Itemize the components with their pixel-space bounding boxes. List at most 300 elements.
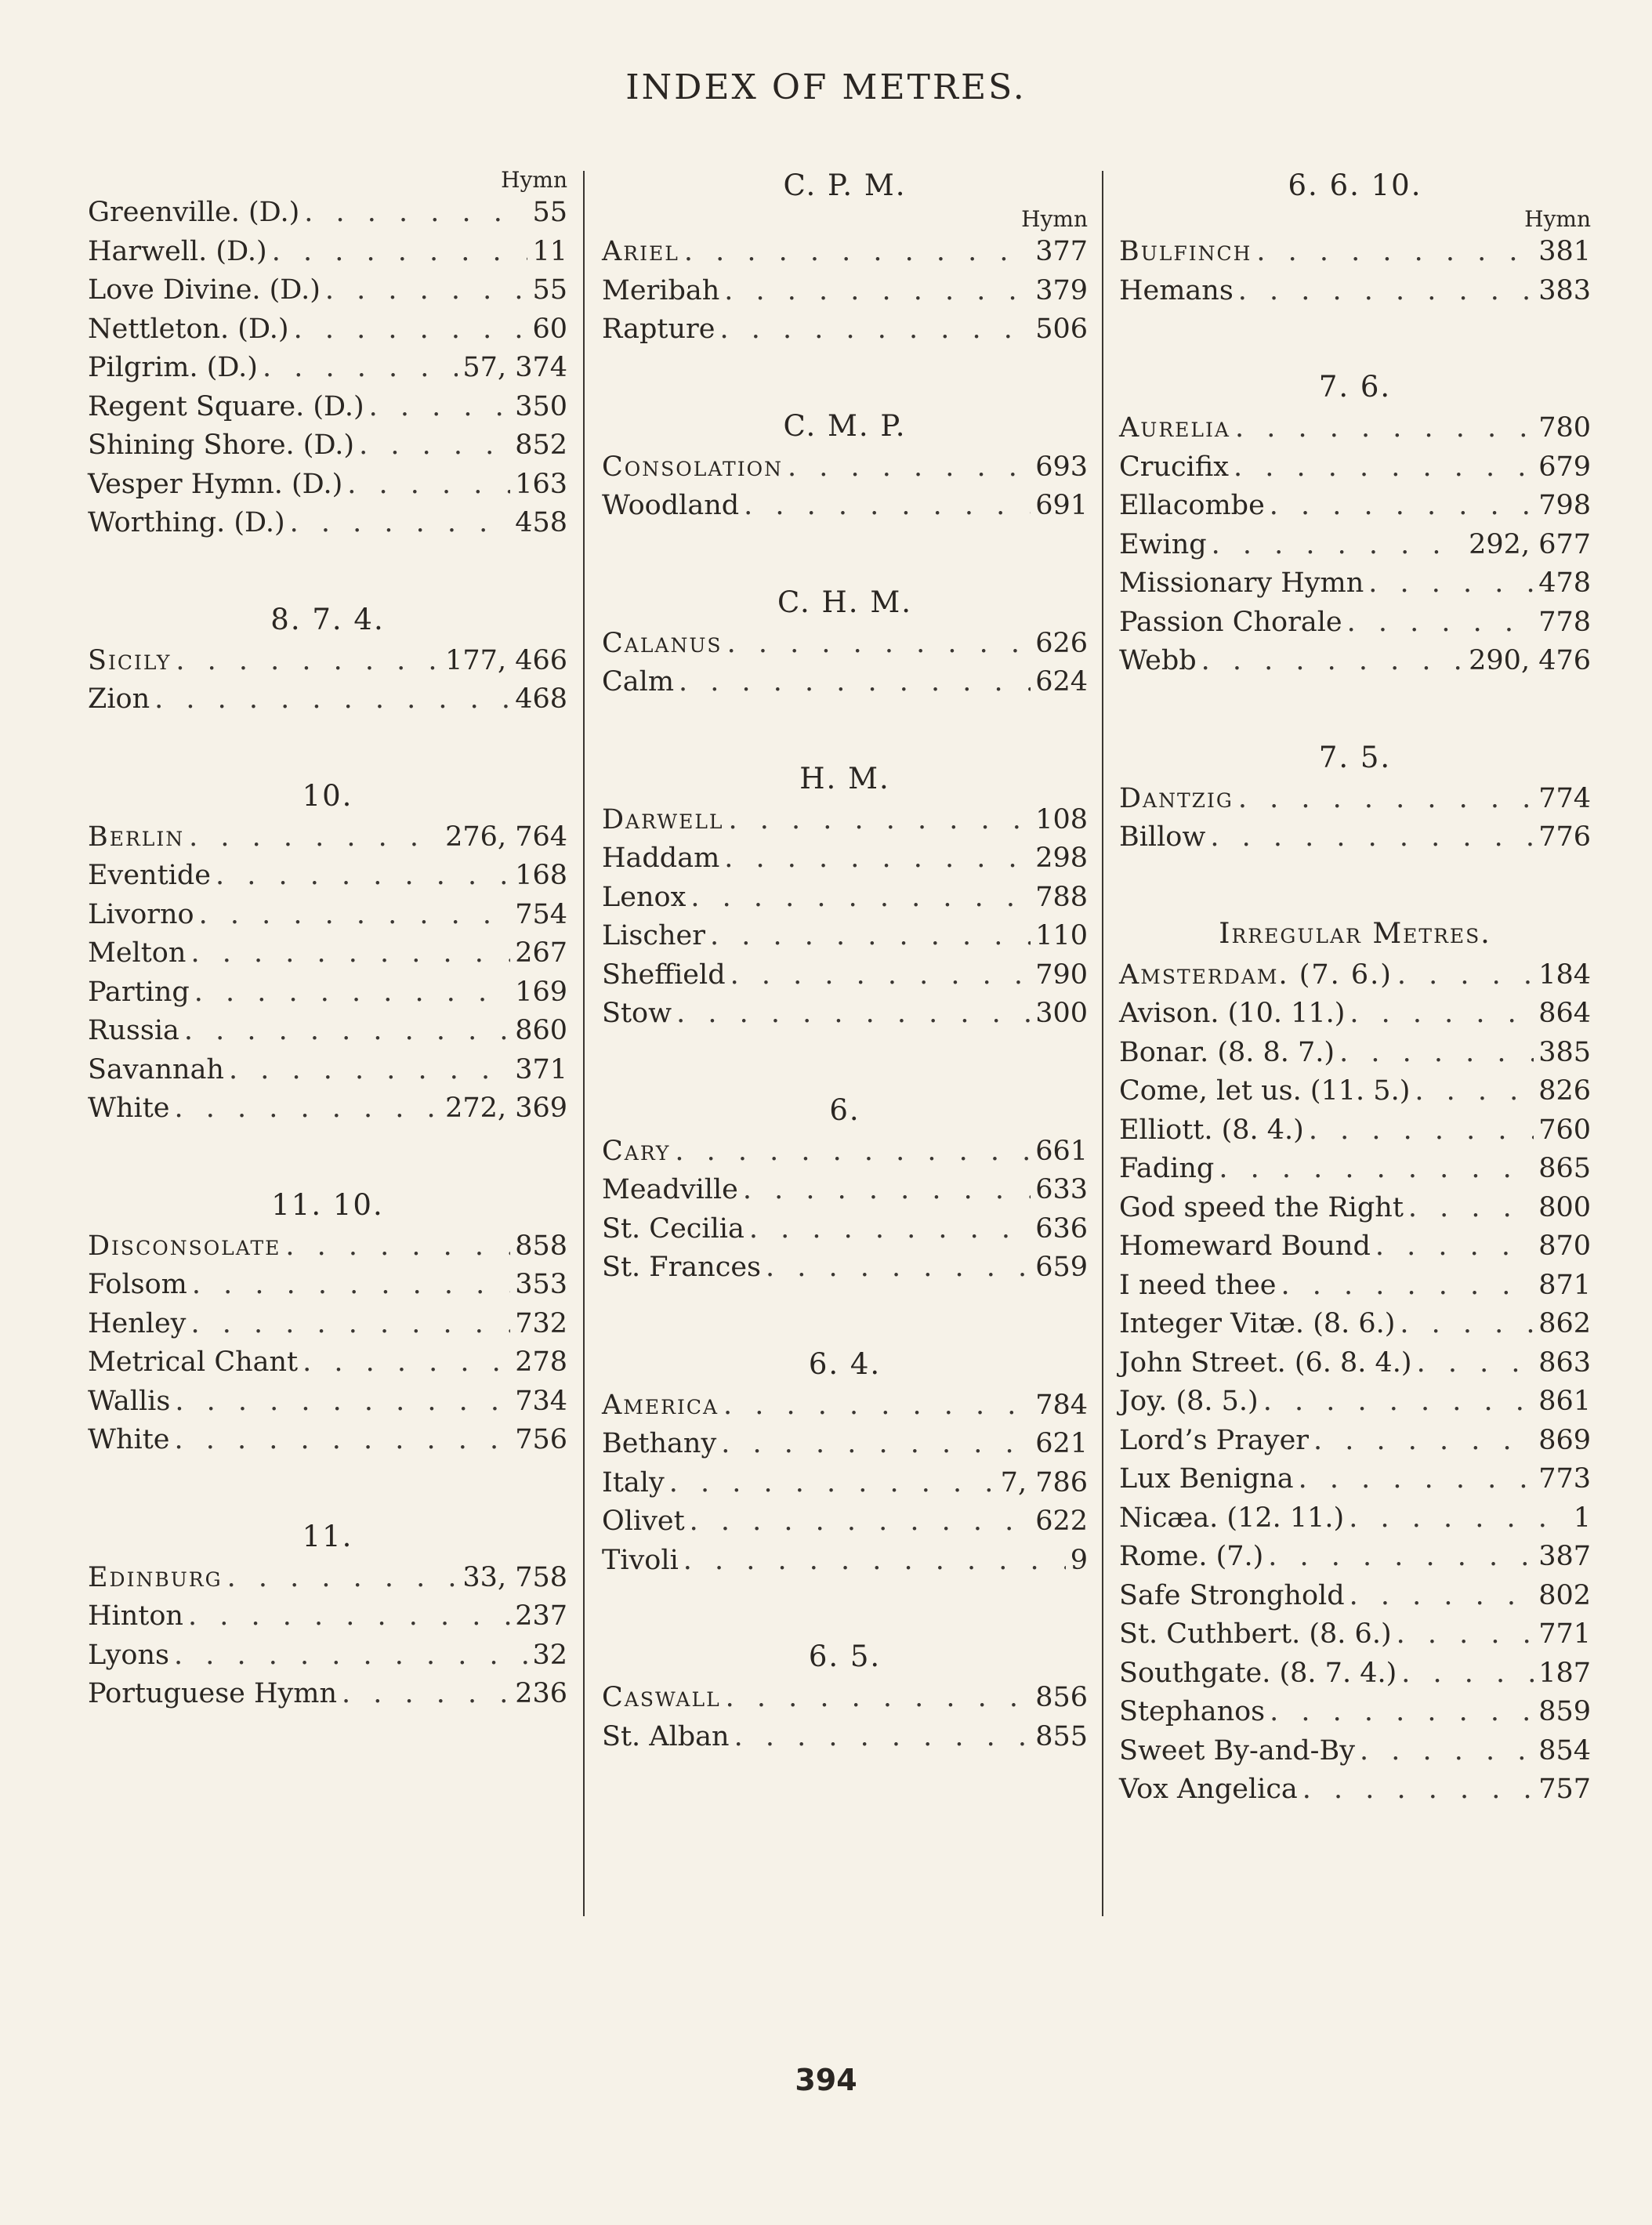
hymn-number: 387 — [1538, 1541, 1591, 1572]
hymn-number: 621 — [1035, 1428, 1088, 1459]
tune-name: Come, let us. (11. 5.) — [1119, 1075, 1411, 1107]
tune-name: Ellacombe — [1119, 490, 1265, 521]
metre-column-1 — [88, 169, 567, 1774]
index-entry — [602, 839, 1088, 879]
hymn-number: 11 — [532, 235, 567, 267]
tune-name: Bonar. (8. 8. 7.) — [1119, 1036, 1335, 1068]
index-entry — [88, 194, 567, 233]
tune-name: Lord’s Prayer — [1119, 1424, 1310, 1456]
hymn-number: 478 — [1538, 567, 1591, 599]
index-entry — [88, 349, 567, 388]
index-entry — [1119, 448, 1591, 487]
column-divider-1 — [583, 171, 585, 1916]
dot-leader — [1360, 1732, 1534, 1771]
tune-name: Integer Vitæ. (8. 6.) — [1119, 1308, 1396, 1339]
hymn-number: 754 — [515, 898, 567, 930]
dot-leader — [1238, 272, 1534, 311]
index-entry — [88, 857, 567, 896]
dot-leader — [1309, 1111, 1534, 1151]
tune-name: Stow — [602, 998, 672, 1029]
index-entry — [88, 896, 567, 935]
index-entry — [602, 1502, 1088, 1542]
hymn-number: 800 — [1538, 1191, 1591, 1223]
hymn-number: 7, 786 — [1000, 1466, 1088, 1498]
index-entry — [602, 310, 1088, 350]
index-entry — [1119, 1538, 1591, 1577]
tune-name: Livorno — [88, 898, 194, 930]
index-entry — [1119, 1189, 1591, 1228]
hymn-number: 871 — [1538, 1269, 1591, 1301]
metre-heading: C. P. M. — [783, 169, 907, 202]
dot-leader — [1302, 1770, 1534, 1810]
hymn-number: 187 — [1538, 1657, 1591, 1689]
hymn-number: 864 — [1538, 998, 1591, 1029]
hymn-number: 9 — [1070, 1544, 1088, 1576]
index-entry — [602, 995, 1088, 1034]
dot-leader — [1368, 564, 1534, 603]
dot-leader — [1212, 526, 1464, 565]
index-entry — [1119, 1654, 1591, 1694]
metre-section — [602, 1640, 1088, 1756]
metre-section — [602, 409, 1088, 526]
tune-name: Homeward Bound — [1119, 1230, 1371, 1262]
hymn-number: 679 — [1538, 451, 1591, 483]
dot-leader — [1347, 603, 1534, 643]
dot-leader — [788, 448, 1031, 487]
dot-leader — [290, 504, 511, 543]
tune-name: Olivet — [602, 1506, 685, 1537]
tune-name: Cary — [602, 1135, 671, 1167]
index-entry — [602, 663, 1088, 702]
hymn-number: 798 — [1538, 490, 1591, 521]
tune-name: Melton — [88, 937, 187, 969]
metre-section — [602, 1347, 1088, 1581]
dot-leader — [710, 917, 1031, 956]
dot-leader — [690, 1502, 1031, 1542]
metre-heading: 11. 10. — [271, 1187, 384, 1222]
dot-leader — [285, 1227, 510, 1267]
index-entry — [88, 973, 567, 1013]
metre-section — [1119, 370, 1591, 681]
dot-leader — [676, 995, 1031, 1034]
index-entry — [88, 1382, 567, 1422]
hymn-number: 468 — [515, 683, 567, 715]
tune-name: Safe Stronghold — [1119, 1579, 1345, 1611]
index-entry — [1119, 1732, 1591, 1771]
index-entry — [1119, 272, 1591, 311]
hymn-number: 633 — [1035, 1174, 1088, 1205]
tune-name: Avison. (10. 11.) — [1119, 998, 1346, 1029]
hymn-number: 57, 374 — [462, 352, 567, 383]
index-entry — [1119, 1150, 1591, 1189]
tune-name: Stephanos — [1119, 1696, 1266, 1727]
index-entry — [1119, 1460, 1591, 1499]
metre-heading: 6. — [829, 1093, 860, 1127]
index-entry — [1119, 1267, 1591, 1306]
dot-leader — [1234, 448, 1534, 487]
dot-leader — [727, 625, 1031, 664]
dot-leader — [1400, 1305, 1534, 1344]
hymn-number: 506 — [1035, 313, 1088, 345]
index-entry — [602, 1542, 1088, 1581]
tune-name: Sicily — [88, 644, 172, 676]
dot-leader — [766, 1248, 1031, 1288]
dot-leader — [684, 233, 1031, 272]
index-entry — [1119, 818, 1591, 857]
hymn-number: 861 — [1538, 1386, 1591, 1417]
hymn-number: 163 — [515, 468, 567, 500]
index-entry — [1119, 526, 1591, 565]
dot-leader — [729, 801, 1031, 840]
metre-heading: H. M. — [799, 761, 890, 795]
hymn-number: 771 — [1538, 1618, 1591, 1650]
tune-name: Greenville. (D.) — [88, 197, 300, 228]
index-entry — [88, 1227, 567, 1267]
tune-name: Ariel — [602, 236, 679, 267]
metre-section — [88, 169, 567, 543]
index-entry — [88, 1421, 567, 1460]
index-entry — [1119, 956, 1591, 995]
dot-leader — [1210, 818, 1534, 857]
index-entry — [88, 1051, 567, 1090]
index-entry — [602, 1718, 1088, 1757]
index-entry — [602, 487, 1088, 526]
dot-leader — [669, 1464, 996, 1503]
dot-leader — [304, 194, 527, 233]
tune-name: Russia — [88, 1015, 179, 1046]
hymn-column-label: Hymn — [501, 167, 567, 193]
index-entry — [88, 504, 567, 543]
metre-column-3 — [1119, 169, 1591, 1869]
dot-leader — [174, 1636, 527, 1676]
hymn-number: 290, 476 — [1469, 645, 1591, 676]
dot-leader — [1263, 1382, 1534, 1422]
index-entry — [602, 879, 1088, 918]
tune-name: Folsom — [88, 1269, 187, 1300]
dot-leader — [359, 426, 510, 466]
dot-leader — [690, 879, 1031, 918]
hymn-number: 276, 764 — [445, 821, 567, 853]
hymn-number: 110 — [1035, 920, 1088, 951]
tune-name: White — [88, 1093, 170, 1124]
tune-name: Pilgrim. (D.) — [88, 352, 258, 383]
tune-name: Calanus — [602, 627, 723, 659]
dot-leader — [369, 388, 511, 427]
dot-leader — [679, 663, 1031, 702]
tune-name: Italy — [602, 1466, 665, 1498]
metre-heading: 6. 5. — [808, 1640, 882, 1673]
index-entry — [1119, 487, 1591, 526]
dot-leader — [1299, 1460, 1534, 1499]
hymn-number: 826 — [1538, 1075, 1591, 1107]
index-entry — [88, 1305, 567, 1344]
tune-name: St. Cecilia — [602, 1212, 744, 1245]
tune-name: I need thee — [1119, 1269, 1277, 1301]
dot-leader — [1270, 487, 1534, 526]
metre-section — [88, 779, 567, 1129]
dot-leader — [1349, 995, 1534, 1034]
dot-leader — [199, 896, 511, 935]
hymn-number: 734 — [515, 1385, 567, 1417]
dot-leader — [263, 349, 458, 388]
tune-name: God speed the Right — [1119, 1191, 1404, 1223]
dot-leader — [190, 1305, 510, 1344]
tune-name: Meadville — [602, 1174, 738, 1205]
tune-name: Eventide — [88, 860, 211, 891]
hymn-number: 60 — [532, 313, 567, 345]
dot-leader — [1401, 1654, 1534, 1694]
hymn-column-label: Hymn — [1524, 206, 1591, 232]
index-entry — [1119, 1770, 1591, 1810]
dot-leader — [721, 1425, 1031, 1464]
dot-leader — [724, 839, 1031, 879]
hymn-number: 790 — [1035, 958, 1088, 991]
tune-name: America — [602, 1389, 719, 1421]
index-entry — [88, 1089, 567, 1129]
tune-name: Nettleton. (D.) — [88, 313, 289, 345]
metre-heading: 6. 4. — [808, 1346, 882, 1381]
tune-name: Billow — [1119, 821, 1206, 853]
index-entry — [88, 1266, 567, 1305]
dot-leader — [272, 233, 528, 272]
metre-section — [1119, 169, 1591, 310]
tune-name: Webb — [1119, 645, 1197, 676]
hymn-number: 693 — [1035, 451, 1088, 483]
tune-name: Southgate. (8. 7. 4.) — [1119, 1657, 1397, 1689]
dot-leader — [194, 973, 510, 1013]
metre-column-2 — [602, 169, 1088, 1816]
hymn-number: 385 — [1538, 1036, 1591, 1068]
dot-leader — [726, 1679, 1031, 1718]
hymn-number: 626 — [1035, 627, 1088, 659]
index-entry — [602, 956, 1088, 995]
tune-name: Harwell. (D.) — [88, 235, 267, 267]
index-entry — [88, 1675, 567, 1714]
dot-leader — [1397, 1615, 1534, 1654]
tune-name: Missionary Hymn — [1119, 567, 1364, 599]
hymn-number: 353 — [515, 1269, 567, 1300]
tune-name: White — [88, 1424, 170, 1455]
index-entry — [1119, 1111, 1591, 1151]
tune-name: Fading — [1119, 1153, 1215, 1184]
dot-leader — [176, 642, 440, 681]
index-entry — [602, 1425, 1088, 1464]
dot-leader — [190, 934, 510, 973]
metre-section — [88, 603, 567, 719]
index-entry — [602, 448, 1088, 487]
dot-leader — [675, 1132, 1031, 1172]
tune-name: St. Cuthbert. (8. 6.) — [1119, 1618, 1392, 1650]
index-entry — [602, 1248, 1088, 1288]
dot-leader — [734, 1718, 1031, 1757]
metre-section — [88, 1188, 567, 1460]
hymn-number: 732 — [515, 1307, 567, 1339]
tune-name: Passion Chorale — [1119, 606, 1342, 638]
hymn-number: 298 — [1035, 843, 1088, 874]
hymn-number: 169 — [515, 976, 567, 1008]
index-entry — [602, 272, 1088, 311]
dot-leader — [1270, 1693, 1534, 1732]
dot-leader — [1313, 1422, 1534, 1461]
tune-name: Rome. (7.) — [1119, 1541, 1264, 1572]
dot-leader — [175, 1421, 511, 1460]
index-entry — [1119, 995, 1591, 1034]
hymn-number: 863 — [1538, 1346, 1591, 1379]
tune-name: Lenox — [602, 881, 687, 913]
tune-name: Lischer — [602, 920, 705, 951]
dot-leader — [175, 1382, 510, 1422]
index-entry — [1119, 1072, 1591, 1111]
dot-leader — [192, 1266, 510, 1305]
index-entry — [1119, 780, 1591, 819]
dot-leader — [188, 1597, 510, 1636]
index-entry — [1119, 1615, 1591, 1654]
hymn-number: 776 — [1538, 821, 1591, 853]
hymn-number: 236 — [515, 1678, 567, 1709]
index-entry — [602, 1132, 1088, 1172]
hymn-number: 55 — [532, 274, 567, 306]
index-entry — [1119, 1344, 1591, 1383]
hymn-number: 856 — [1035, 1682, 1088, 1713]
dot-leader — [184, 1012, 510, 1051]
tune-name: Parting — [88, 976, 190, 1008]
index-entry — [1119, 642, 1591, 681]
dot-leader — [1238, 780, 1534, 819]
index-entry — [88, 1343, 567, 1382]
hymn-number: 381 — [1538, 236, 1591, 267]
metre-section — [1119, 741, 1591, 857]
hymn-number: 774 — [1538, 782, 1591, 814]
tune-name: Haddam — [602, 843, 720, 874]
hymn-number: 691 — [1035, 490, 1088, 521]
hymn-number: 371 — [515, 1053, 567, 1085]
tune-name: Disconsolate — [88, 1230, 281, 1262]
hymn-number: 108 — [1035, 803, 1088, 835]
index-entry — [88, 426, 567, 466]
hymn-number: 383 — [1538, 274, 1591, 306]
tune-name: Nicæa. (12. 11.) — [1119, 1502, 1345, 1534]
hymn-number: 32 — [532, 1639, 567, 1671]
hymn-number: 292, 677 — [1469, 528, 1591, 560]
dot-leader — [1415, 1072, 1534, 1111]
index-entry — [88, 1597, 567, 1636]
dot-leader — [303, 1343, 510, 1382]
index-entry — [88, 1012, 567, 1051]
dot-leader — [216, 857, 510, 896]
tune-name: Crucifix — [1119, 451, 1229, 483]
hymn-number: 778 — [1538, 606, 1591, 638]
hymn-number: 168 — [515, 860, 567, 891]
index-entry — [1119, 1382, 1591, 1422]
hymn-number: 624 — [1035, 666, 1088, 698]
index-entry — [1119, 409, 1591, 448]
tune-name: Joy. (8. 5.) — [1119, 1386, 1259, 1417]
index-entry — [88, 1636, 567, 1676]
tune-name: Portuguese Hymn — [88, 1678, 338, 1709]
dot-leader — [154, 680, 510, 719]
column-divider-2 — [1102, 171, 1103, 1916]
hymn-number: 870 — [1538, 1230, 1591, 1262]
metre-section — [602, 762, 1088, 1034]
hymn-number: 1 — [1573, 1502, 1591, 1534]
tune-name: Regent Square. (D.) — [88, 390, 364, 422]
metre-heading: 7. 5. — [1318, 740, 1392, 774]
index-entry — [88, 271, 567, 310]
hymn-number: 852 — [515, 429, 567, 461]
hymn-number: 756 — [515, 1424, 567, 1455]
dot-leader — [1256, 233, 1534, 272]
metre-heading: 10. — [302, 778, 353, 813]
hymn-number: 55 — [532, 197, 567, 228]
index-entry — [602, 1464, 1088, 1503]
dot-leader — [347, 466, 510, 505]
hymn-number: 33, 758 — [462, 1561, 567, 1593]
metre-heading: Irregular Metres. — [1219, 917, 1491, 950]
dot-leader — [1235, 409, 1534, 448]
tune-name: St. Alban — [602, 1720, 730, 1752]
dot-leader — [325, 271, 528, 310]
tune-name: Bulfinch — [1119, 236, 1252, 267]
tune-name: Worthing. (D.) — [88, 507, 285, 538]
dot-leader — [683, 1542, 1066, 1581]
tune-name: Love Divine. (D.) — [88, 274, 321, 306]
index-entry — [1119, 1422, 1591, 1461]
tune-name: Shining Shore. (D.) — [88, 429, 355, 461]
dot-leader — [1349, 1577, 1534, 1616]
dot-leader — [1408, 1189, 1534, 1228]
index-entry — [1119, 1034, 1591, 1073]
tune-name: Zion — [88, 683, 150, 715]
metre-section — [602, 169, 1088, 350]
hymn-number: 757 — [1538, 1774, 1591, 1805]
tune-name: Lyons — [88, 1639, 169, 1671]
dot-leader — [744, 487, 1031, 526]
hymn-number: 869 — [1538, 1424, 1591, 1456]
dot-leader — [1397, 956, 1534, 995]
hymn-number: 267 — [515, 937, 567, 969]
index-entry — [88, 680, 567, 719]
hymn-number: 636 — [1035, 1212, 1088, 1245]
index-entry — [602, 233, 1088, 272]
tune-name: Berlin — [88, 821, 185, 853]
tune-name: Rapture — [602, 313, 716, 345]
metre-section — [1119, 917, 1591, 1810]
index-entry — [602, 625, 1088, 664]
tune-name: Sweet By-and-By — [1119, 1734, 1356, 1767]
index-entry — [88, 1559, 567, 1598]
index-entry — [88, 310, 567, 350]
index-entry — [1119, 233, 1591, 272]
tune-name: Calm — [602, 666, 675, 698]
tune-name: Tivoli — [602, 1544, 679, 1576]
dot-leader — [730, 956, 1031, 995]
index-entry — [1119, 1693, 1591, 1732]
dot-leader — [175, 1089, 441, 1129]
hymn-number: 784 — [1035, 1389, 1088, 1421]
hymn-number: 855 — [1035, 1720, 1088, 1752]
metre-section — [88, 1520, 567, 1714]
hymn-number: 802 — [1538, 1579, 1591, 1611]
tune-name: Vox Angelica — [1119, 1774, 1298, 1805]
dot-leader — [1349, 1499, 1569, 1538]
tune-name: Wallis — [88, 1385, 171, 1417]
hymn-number: 773 — [1538, 1463, 1591, 1495]
tune-name: Meribah — [602, 274, 720, 306]
metre-heading: 8. 7. 4. — [270, 602, 385, 636]
hymn-number: 622 — [1035, 1506, 1088, 1537]
index-entry — [1119, 1499, 1591, 1538]
tune-name: Darwell — [602, 803, 724, 835]
